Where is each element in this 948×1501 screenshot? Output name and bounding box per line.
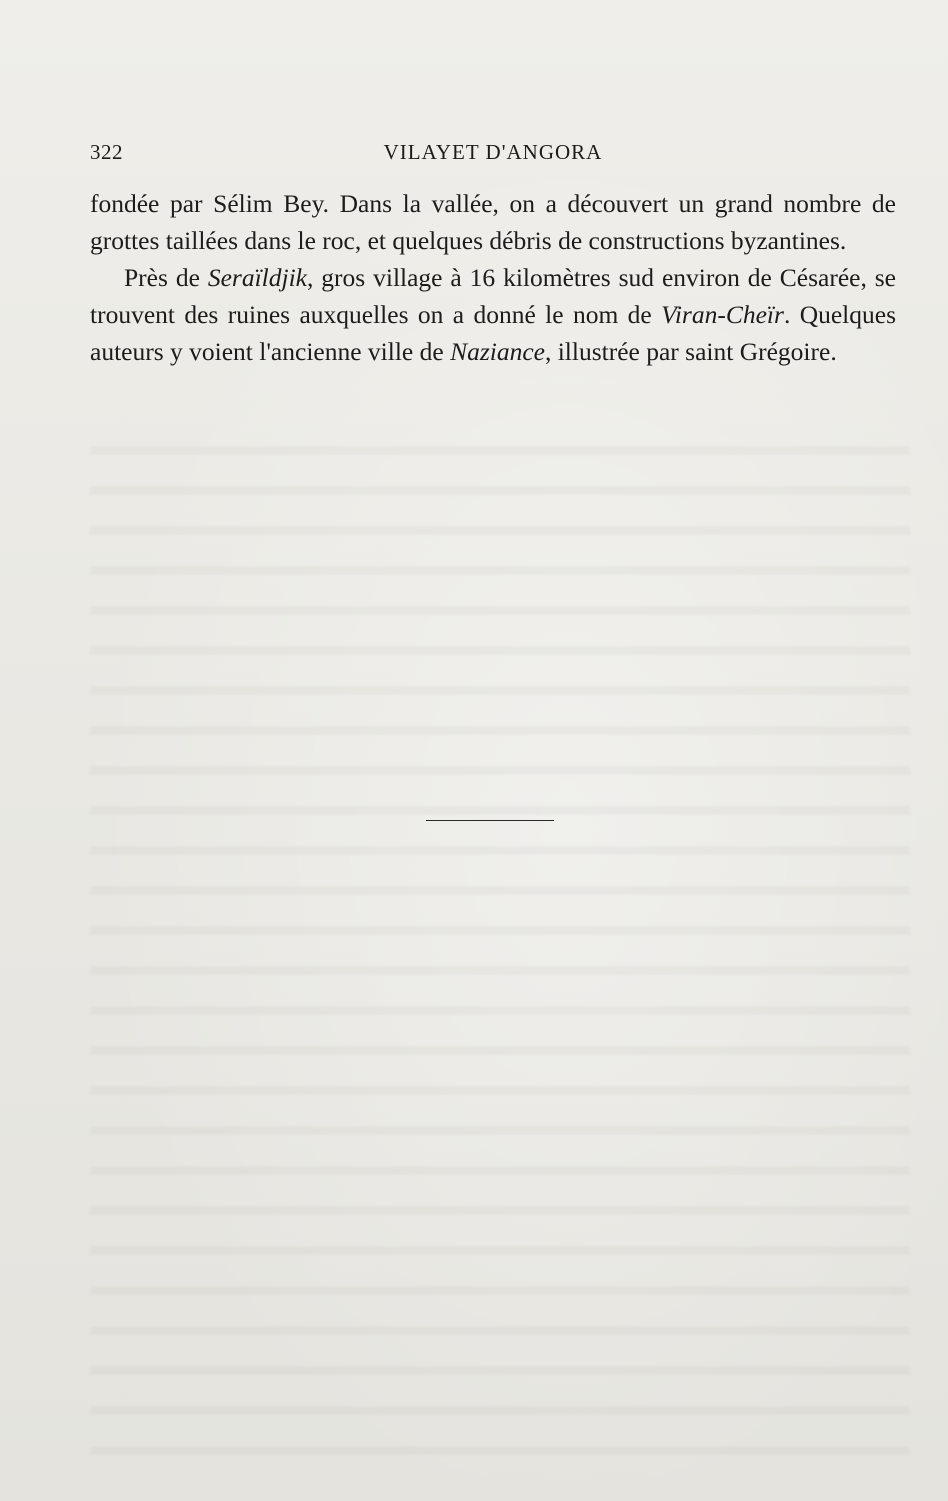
paragraph-1 [90,185,896,259]
paragraph-2-text: . Quelques auteurs y voient l'ancienne ville de [90,300,897,366]
show-through-texture [90,420,910,1480]
place-name-naziance: Naziance [450,337,545,366]
place-name-viran-cheir: Viran-Cheïr [661,300,784,329]
running-title: VILAYET D'ANGORA [383,140,603,164]
body-text [90,185,896,370]
place-name-seraildjik: Seraïldjik [207,263,307,292]
page-header [90,140,896,170]
page-number: 322 [90,140,123,164]
section-end-rule [426,820,554,821]
paragraph-2-text: Près de [124,263,208,292]
paragraph-2-text: , illustrée par saint Grégoire. [544,337,837,366]
paragraph-2 [90,259,896,370]
paragraph-1-text: fondée par Sélim Bey. Dans la vallée, on a découvert un grand nombre de grottes taillées dans le roc, et quelques débris de constructions byzantines. [90,189,896,255]
paragraph-2-text: , gros village à 16 kilomètres sud environ de Césarée, se trouvent des ruines auxquelles on a donné le nom de [90,263,897,329]
